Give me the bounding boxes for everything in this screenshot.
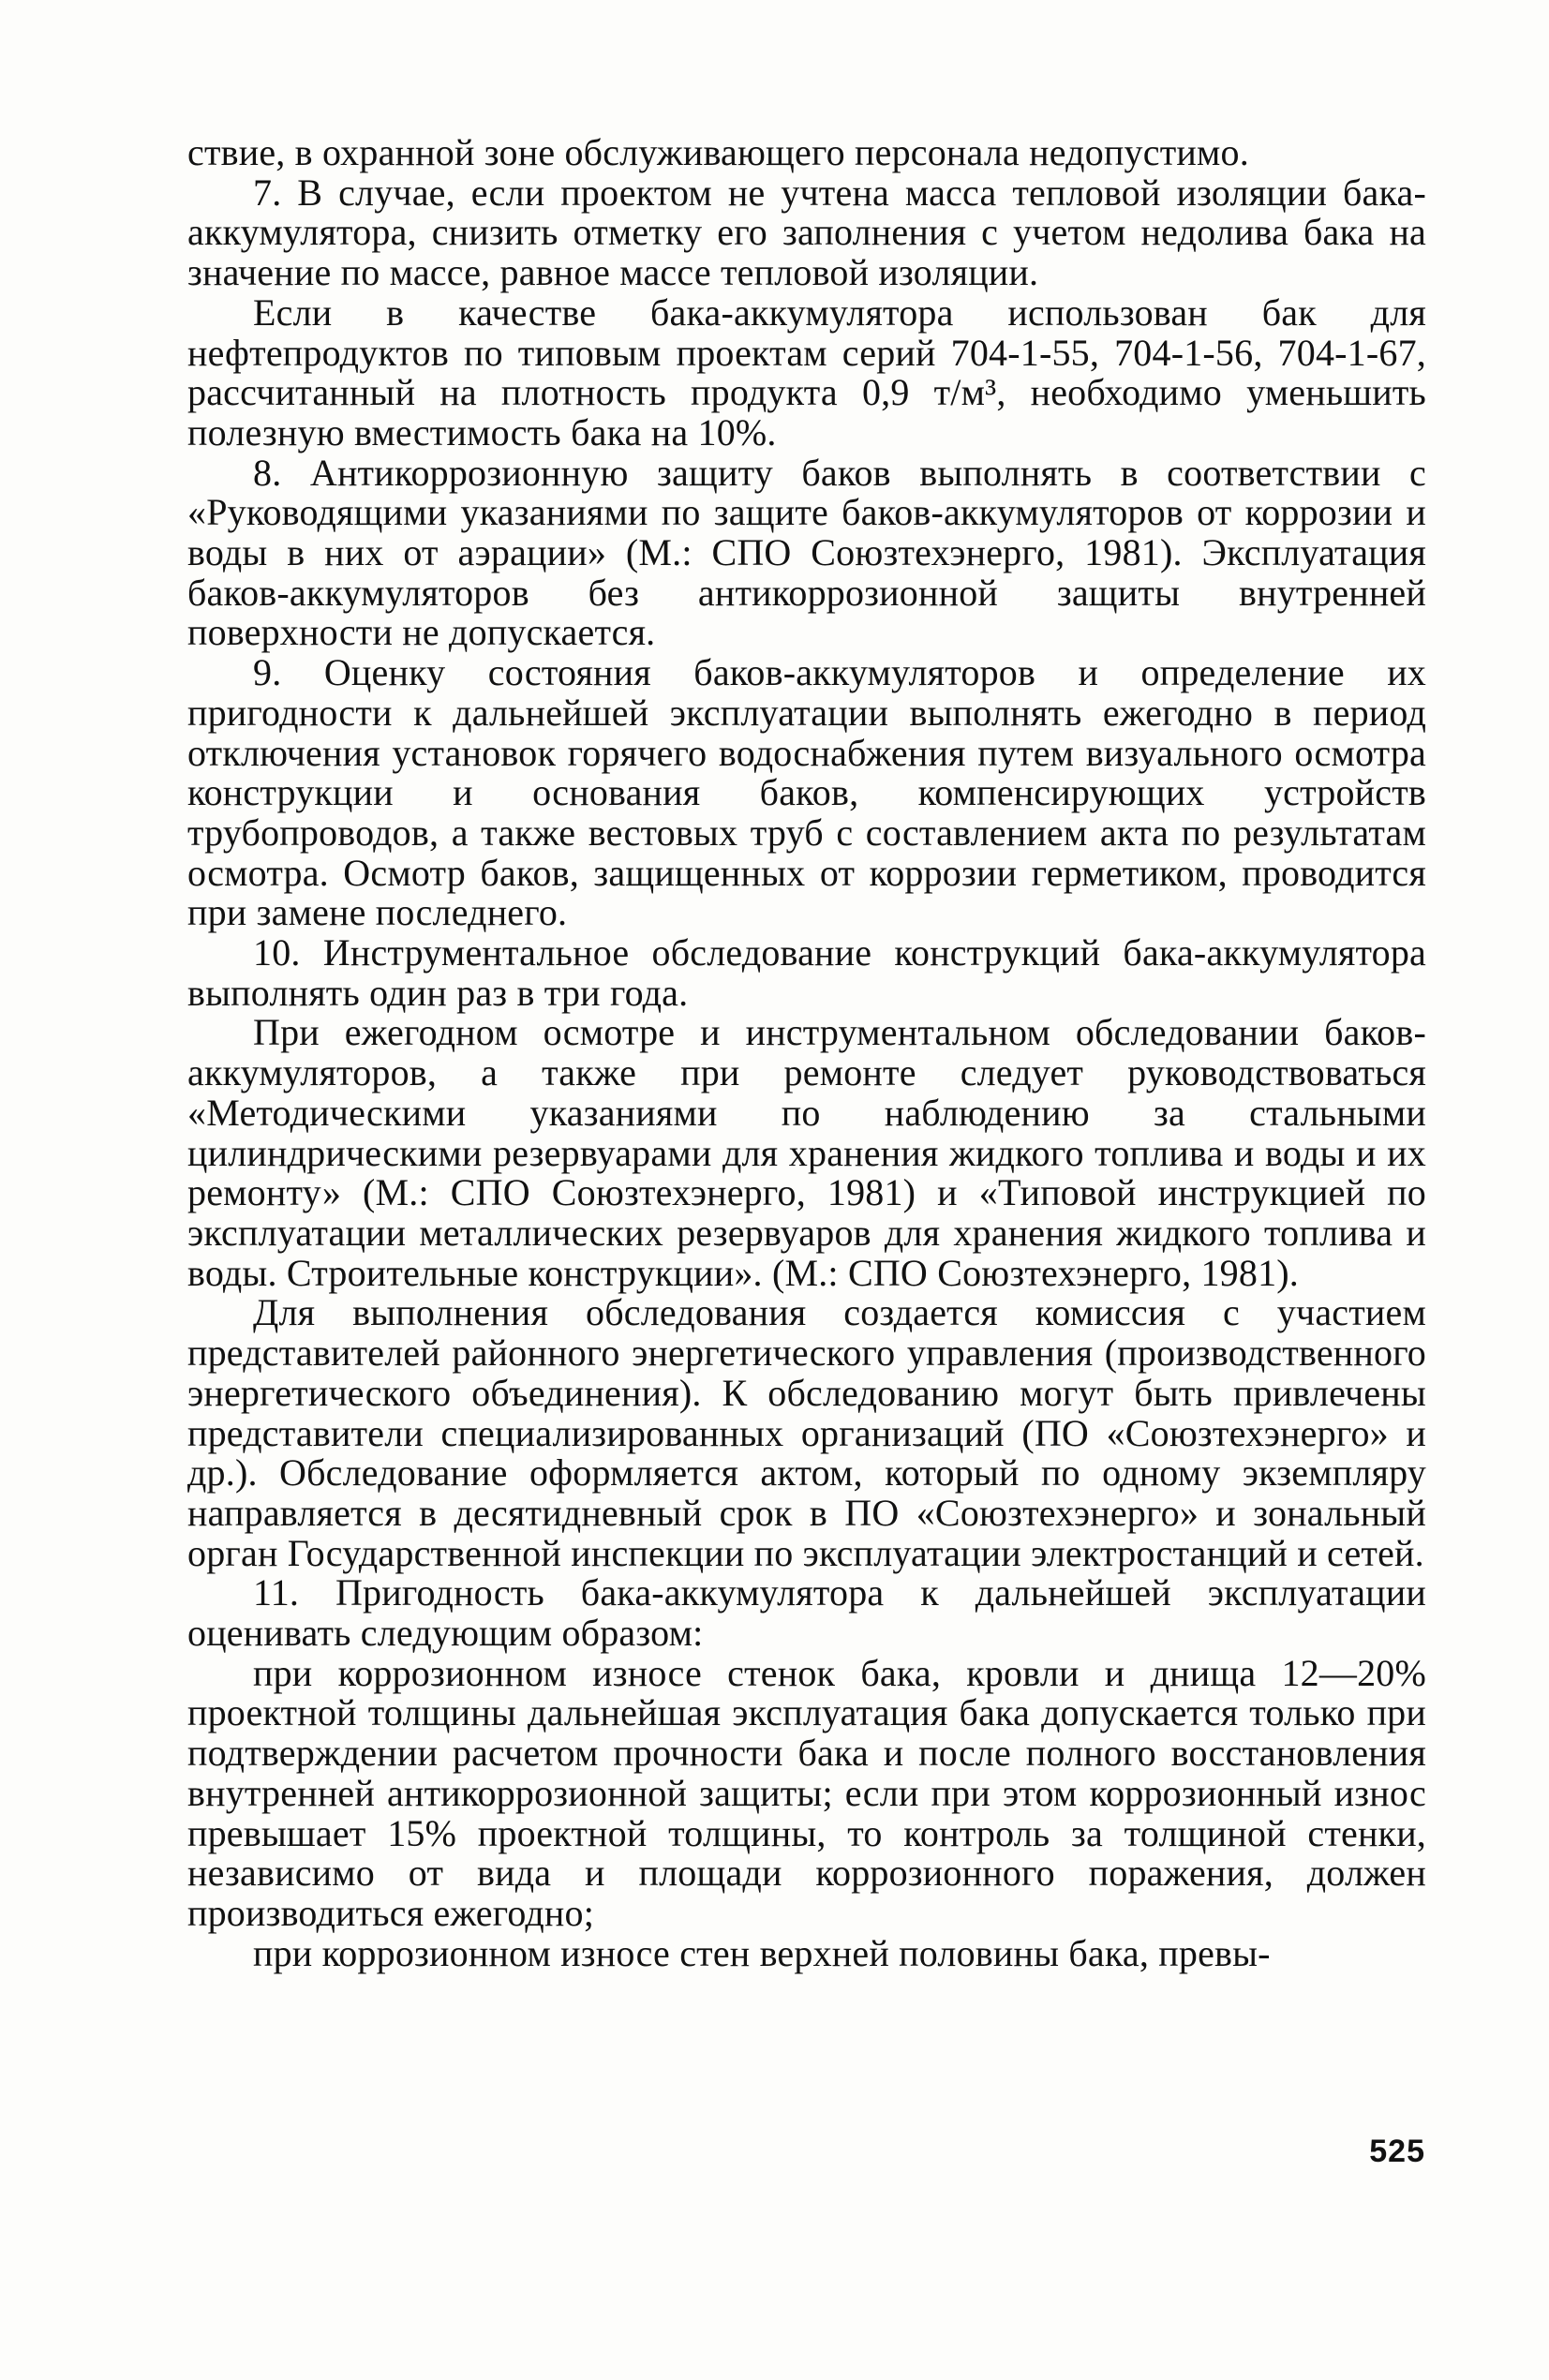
paragraph: 10. Инструментальное обследование конструкций бака-аккумулятора выполнять один раз в три года. [187, 931, 1426, 1014]
paragraph: при коррозионном износе стен верхней половины бака, превы- [253, 1931, 1271, 1974]
paragraph: 9. Оценку состояния баков-аккумуляторов и определение их пригодности к дальнейшей эксплуатации выполнять ежегодно в период отключения установок горячего водоснабжения путем визуального осмотра конструкции и основания баков, компенсирующих устройств трубопроводов, а также вестовых труб с составлением акта по результатам осмотра. Осмотр баков, защищенных от коррозии герметиком, проводится при замене последнего. [187, 651, 1426, 934]
paragraph: ствие, в охранной зоне обслуживающего персонала недопустимо. [187, 131, 1249, 173]
paragraph: 11. Пригодность бака-аккумулятора к дальнейшей эксплуатации оценивать следующим образом: [187, 1571, 1426, 1655]
page-number: 525 [1369, 2134, 1425, 2169]
paragraph: при коррозионном износе стенок бака, кровли и днища 12—20% проектной толщины дальнейшая эксплуатация бака допускается только при подтверждении расчетом прочности бака и после полного восстановления внутренней антикоррозионной защиты; если при этом коррозионный износ превышает 15% проектной толщины, то контроль за толщиной стенки, независимо от вида и площади коррозионного поражения, должен производиться ежегодно; [187, 1651, 1426, 1934]
paragraph: 8. Антикоррозионную защиту баков выполнять в соответствии с «Руководящими указаниями по защите баков-аккумуляторов от коррозии и воды в них от аэрации» (М.: СПО Союзтехэнерго, 1981). Эксплуатация баков-аккумуляторов без антикоррозионной защиты внутренней поверхности не допускается. [187, 451, 1426, 654]
paragraph: Для выполнения обследования создается комиссия с участием представителей районного энергетического управления (производственного энергетического объединения). К обследованию могут быть привлечены представители специализированных организаций (ПО «Союзтехэнерго» и др.). Обследование оформляется актом, который по одному экземпляру направляется в десятидневный срок в ПО «Союзтехэнерго» и зональный орган Государственной инспекции по эксплуатации электростанций и сетей. [187, 1291, 1426, 1574]
paragraph: 7. В случае, если проектом не учтена масса тепловой изоляции бака-аккумулятора, снизить отметку его заполнения с учетом недолива бака на значение по массе, равное массе тепловой изоляции. [187, 171, 1426, 294]
paragraph: При ежегодном осмотре и инструментальном обследовании баков-аккумуляторов, а также при ремонте следует руководствоваться «Методическими указаниями по наблюдению за стальными цилиндрическими резервуарами для хранения жидкого топлива и воды и их ремонту» (М.: СПО Союзтехэнерго, 1981) и «Типовой инструкцией по эксплуатации металлических резервуаров для хранения жидкого топлива и воды. Строительные конструкции». (М.: СПО Союзтехэнерго, 1981). [187, 1011, 1426, 1294]
body-text [187, 133, 1426, 1973]
paragraph: Если в качестве бака-аккумулятора использован бак для нефтепродуктов по типовым проектам серий 704-1-55, 704-1-56, 704-1-67, рассчитанный на плотность продукта 0,9 т/м³, необходимо уменьшить полезную вместимость бака на 10%. [187, 290, 1426, 454]
